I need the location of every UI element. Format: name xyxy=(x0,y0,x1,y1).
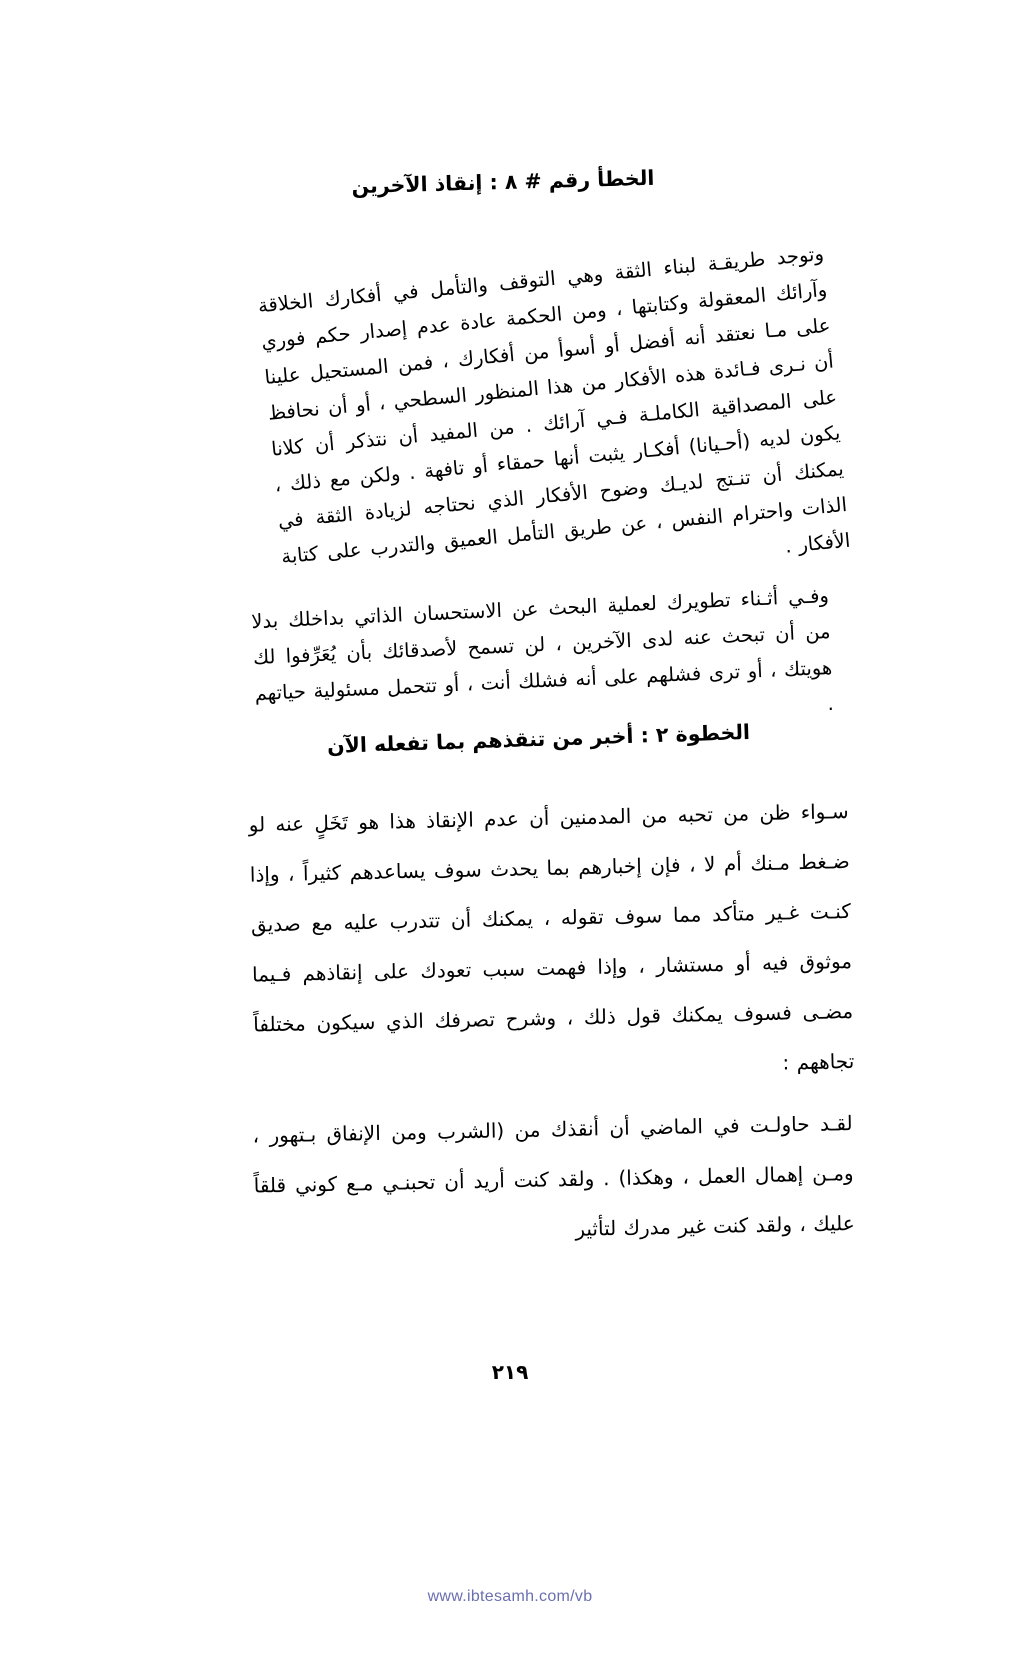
paragraph-4-quoted-script: لقـد حاولـت في الماضي أن أنقذك من (الشرب ومن الإنفاق بـتهور ، ومـن إهمال العمل ، وهكذا) . ولقد كنت أريد أن تحبنـي مـع كوني قلقاً عليك ، ولقد كنت غير مدرك لتأثير xyxy=(252,1110,855,1241)
site-watermark: www.ibtesamh.com/vb xyxy=(427,1588,593,1605)
page-title: الخطأ رقم # ٨ : إنقاذ الآخرين xyxy=(351,165,655,199)
section-heading-step-2: الخطوة ٢ : أخبر من تنقذهم بما تفعله الآن xyxy=(326,719,751,758)
page-number: ٢١٩ xyxy=(491,1360,529,1384)
paragraph-1: وتوجد طريقـة لبناء الثقة وهي التوقف والتأمل في أفكارك الخلاقة وآرائك المعقولة وكتابتها ، ومن الحكمة عادة عدم إصدار حكم فوري على مـا نعتقد أنه أفضل أو أسوأ من أفكارك ، فمن المستحيل علينا أن نـرى فـائدة هذه الأفكار من هذا المنظور السطحي ، أو أن نحافظ على المصداقية الكاملـة فـي آرائك . من المفيد أن نتذكر أن كلانا يكون لديه (أحـيانا) أفكـار يثبت أنها حمقاء أو تافهة . ولكن مع ذلك ، يمكنك أن تنـتج لديـك وضوح الأفكار الذي نحتاجه لزيادة الثقة في الذات واحترام النفس ، عن طريق التأمل العميق والتدرب على كتابة الأفكار . xyxy=(256,241,852,569)
paragraph-3: سـواء ظن من تحبه من المدمنين أن عدم الإنقاذ هذا هو تَخَلٍ عنه لو ضـغط مـنك أم لا ، فإن إخبارهم بما يحدث سوف يساعدهم كثيراً ، وإذا كنـت غـير متأكد مما سوف تقوله ، يمكنك أن تتدرب عليه مع صديق موثوق فيه أو مستشار ، وإذا فهمت سبب تعودك على إنقاذهم فـيما مضـى فسوف يمكنك قول ذلك ، وشرح تصرفك الذي سيكون مختلفاً تجاههم : xyxy=(248,798,855,1075)
paragraph-2: وفـي أثـناء تطويرك لعملية البحث عن الاستحسان الذاتي بداخلك بدلا من أن تبحث عنه لدى الآخرين ، لن تسمح لأصدقائك بأن يُعَرِّفوا لك هويتك ، أو ترى فشلهم على أنه فشلك أنت ، أو تتحمل مسئولية حياتهم . xyxy=(250,583,835,716)
